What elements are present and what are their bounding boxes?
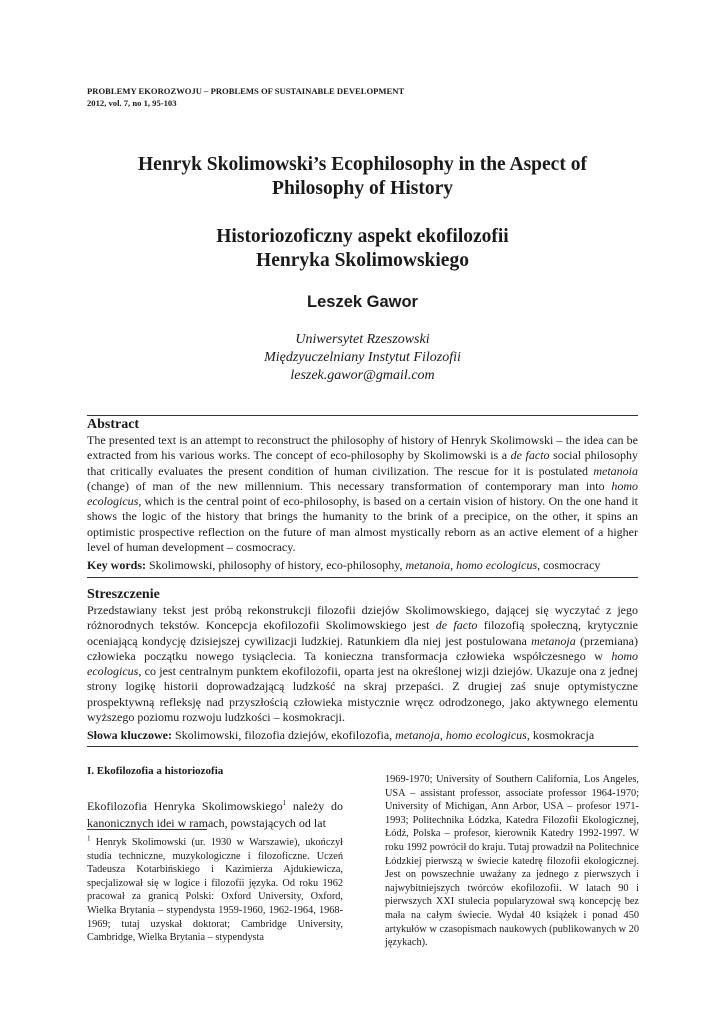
section-body: Ekofilozofia Henryka Skolimowskiego$^1$ należy do kanonicznych idei w ramach, powstających od lat: [87, 799, 343, 830]
slowa-kluczowe: Słowa kluczowe: Skolimowski, filozofia dziejów, ekofilozofia, metanoja, homo ecologicus, kosmokracja: [87, 728, 595, 742]
keywords: Key words: Skolimowski, philosophy of history, eco-philosophy, metanoia, homo ecologicus, cosmocracy: [87, 558, 601, 572]
keywords-rule: [87, 577, 638, 578]
journal-header: [87, 85, 647, 109]
streszczenie-text: Przedstawiany tekst jest próbą rekonstrukcji filozofii dziejów Skolimowskiego, dającej się wyczytać z jego różnorodnych tekstów. Koncepcja ekofilozofii Skolimowskiego jest de facto filozofią społeczną, krytycznie oceniającą kondycję dzisiejszej cywilizacji ludzkiej. Ratunkiem dla niej jest postulowana metanoja (przemiana) człowieka początku nowego tysiąclecia. Ta konieczna transformacja człowieka współczesnego w homo ecologicus, co jest centralnym punktem ekofilozofii, oparta jest na określonej wizji dziejów. Ukazuje ona z jednej strony logikę historii doprowadzającą ludzkość na skraj przepaści. Z drugiej zaś snuje optymistyczne prospektywną refleksję nad przyszłością człowieka mistycznie wręcz odrodzonego, jako aktywnego elementu wyższego poziomu rozwoju ludzkości – kosmokracji.: [87, 603, 638, 725]
section-heading: I. Ekofilozofia a historiozofia: [87, 765, 224, 777]
english-title: Henryk Skolimowski’s Ecophilosophy in the Aspect of Philosophy of History: [138, 154, 587, 199]
left-column: [87, 764, 343, 832]
footnote-right: 1969-1970; University of Southern California, Los Angeles, USA – assistant professor, associate professor 1964-1970; University of Michigan, Ann Arbor, USA – profesor 1971-1993; Politechnika Łódzka, Katedra Filozofii Ekologicznej, Łódź, Polska – profesor, kierownik Katedry 1992-1997. W roku 1992 powrócił do kraju. Tutaj prowadził na Politechnice Łódzkiej pierwszą w świecie katedrę filozofii ekologicznej. Jest on powszechnie uważany za jednego z pierwszych i najwybitniejszych twórców ekofilozofii. W latach 90 i pierwszych XXI stulecia popularyzował swą koncepcję bez mała na całym świecie. Wydał 40 książek i ponad 450 artykułów w czasopismach naukowych (publikowanych w 20 językach).: [385, 774, 639, 949]
slowa-kluczowe-rule: [87, 746, 638, 747]
journal-volume: 2012, vol. 7, no 1, 95-103: [87, 98, 177, 108]
abstract-heading: Abstract: [87, 417, 140, 432]
streszczenie-heading: Streszczenie: [87, 587, 160, 602]
email: leszek.gawor@gmail.com: [290, 368, 435, 383]
footnote-left: $^1$ Henryk Skolimowski (ur. 1930 w Warszawie), ukończył studia techniczne, muzykologiczne i filozoficzne. Uczeń Tadeusza Kotarbińskiego i Kazimierza Ajdukiewicza, specjalizował się w logice i filozofii języka. Od roku 1962 pracował za granicą Polski: Oxford University, Oxford, Wielka Brytania – stypendysta 1959-1960, 1962-1964, 1968-1969; tutaj uzyskał doktorat; Cambridge University, Cambridge, Wielka Brytania – stypendysta: [87, 834, 343, 944]
affiliation: [60, 331, 665, 385]
footnote-rule: [87, 829, 207, 830]
abstract-top-rule: [87, 415, 638, 416]
institute: Międzyuczelniany Instytut Filozofii: [264, 350, 461, 365]
journal-name: PROBLEMY EKOROZWOJU – PROBLEMS OF SUSTAINABLE DEVELOPMENT: [87, 86, 405, 96]
university: Uniwersytet Rzeszowski: [295, 332, 430, 347]
polish-title: Historiozoficzny aspekt ekofilozofii Henryka Skolimowskiego: [216, 226, 509, 271]
author-name: Leszek Gawor: [307, 293, 418, 311]
abstract-text: The presented text is an attempt to reconstruct the philosophy of history of Henryk Skolimowski – the idea can be extracted from his various works. The concept of eco-philosophy by Skolimowski is a de facto social philosophy that critically evaluates the present condition of human civilization. The rescue for it is postulated metanoia (change) of man of the new millennium. This necessary transformation of contemporary man into homo ecologicus, which is the central point of eco-philosophy, is based on a certain vision of history. On the one hand it shows the logic of the history that brings the humanity to the brink of a precipice, on the other, it spins an optimistic prospective reflection on the future of man almost mystically reborn as an active element of a higher level of human development – cosmocracy.: [87, 433, 638, 555]
